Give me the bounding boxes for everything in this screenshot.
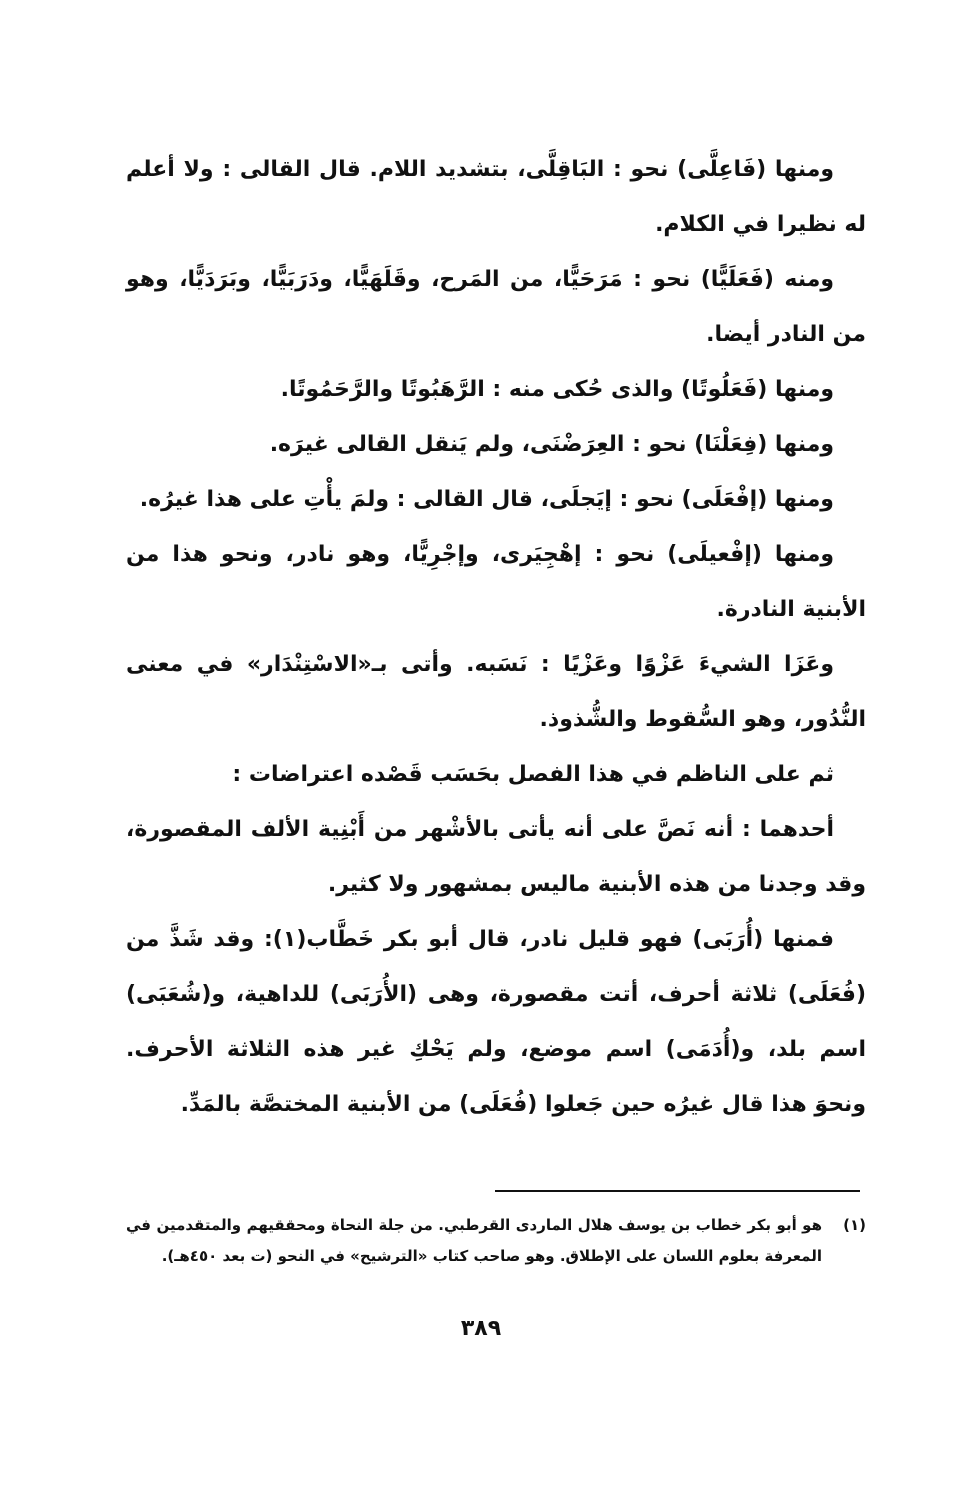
paragraph: ثم على الناظم في هذا الفصل بحَسَب قَصْده اعتراضات :: [232, 762, 834, 787]
paragraph: ومنها (فِعَلْنَا) نحو : العِرَضْنَى، ولم يَنقل القالى غيرَه.: [269, 432, 834, 457]
paragraph: ومنه (فَعَلَيًّا) نحو : مَرَحَيًّا، من المَرح، وقَلَهَيًّا، ودَرَبَيًّا، وبَرَدَيًّا، وهو من النادر أيضا.: [126, 267, 866, 347]
paragraph: فمنها (أُرَبَى) فهو قليل نادر، قال أبو بكر خَطَّاب(١): وقد شَذَّ من (فُعَلَى) ثلاثة أحرف، أتت مقصورة، وهى (الأُرَبَى) للداهية، و(شُعَبَى) اسم بلد، و(أُدَمَى) اسم موضع، ولم يَحْكِ غير هذه الثلاثة الأحرف. ونحوَ هذا قال غيرُه حين جَعلوا (فُعَلَى) من الأبنية المختصَّة بالمَدِّ.: [126, 927, 866, 1117]
paragraph: ومنها (فَاعِلَّى) نحو : البَاقِلَّى، بتشديد اللام. قال القالى : ولا أعلم له نظيرا في الكلام.: [126, 157, 866, 237]
paragraph: ومنها (فَعَلُوتًا) والذى حُكى منه : الرَّهَبُوتًا والرَّحَمُوتًا.: [280, 377, 834, 402]
paragraph: ومنها (إفْعَلَى) نحو : إيَجلَى، قال القالى : ولمَ يأْتِ على هذا غيرُه.: [139, 487, 834, 512]
footnote-divider: [495, 1190, 860, 1192]
footnote-text: هو أبو بكر خطاب بن يوسف هلال الماردى القرطبي. من جلة النحاة ومحققيهم والمتقدمين في المعرفة بعلوم اللسان على الإطلاق. وهو صاحب كتاب «الترشيح» في النحو (ت بعد ٤٥٠هـ).: [126, 1216, 822, 1265]
footnote-marker: (١): [843, 1216, 866, 1234]
paragraph: وعَزَا الشيءَ عَزْوًا وعَزْيًا : نَسَبه. وأتى بـ«الاسْتِنْدَار» في معنى النُّدُور، وهو السُّقوط والشُّذوذ.: [126, 652, 866, 732]
page-number: ٣٨٩: [460, 1316, 502, 1341]
paragraph: ومنها (إفْعيلَى) نحو : إهْجِيَرى، وإجْرِيًّا، وهو نادر، ونحو هذا من الأبنية النادرة.: [126, 542, 866, 622]
main-text: [126, 142, 866, 1132]
footnote: [126, 1210, 866, 1272]
paragraph: أحدهما : أنه نَصَّ على أنه يأتى بالأشْهر من أَبْنِية الألف المقصورة، وقد وجدنا من هذه الأبنية ماليس بمشهور ولا كثير.: [126, 817, 866, 897]
